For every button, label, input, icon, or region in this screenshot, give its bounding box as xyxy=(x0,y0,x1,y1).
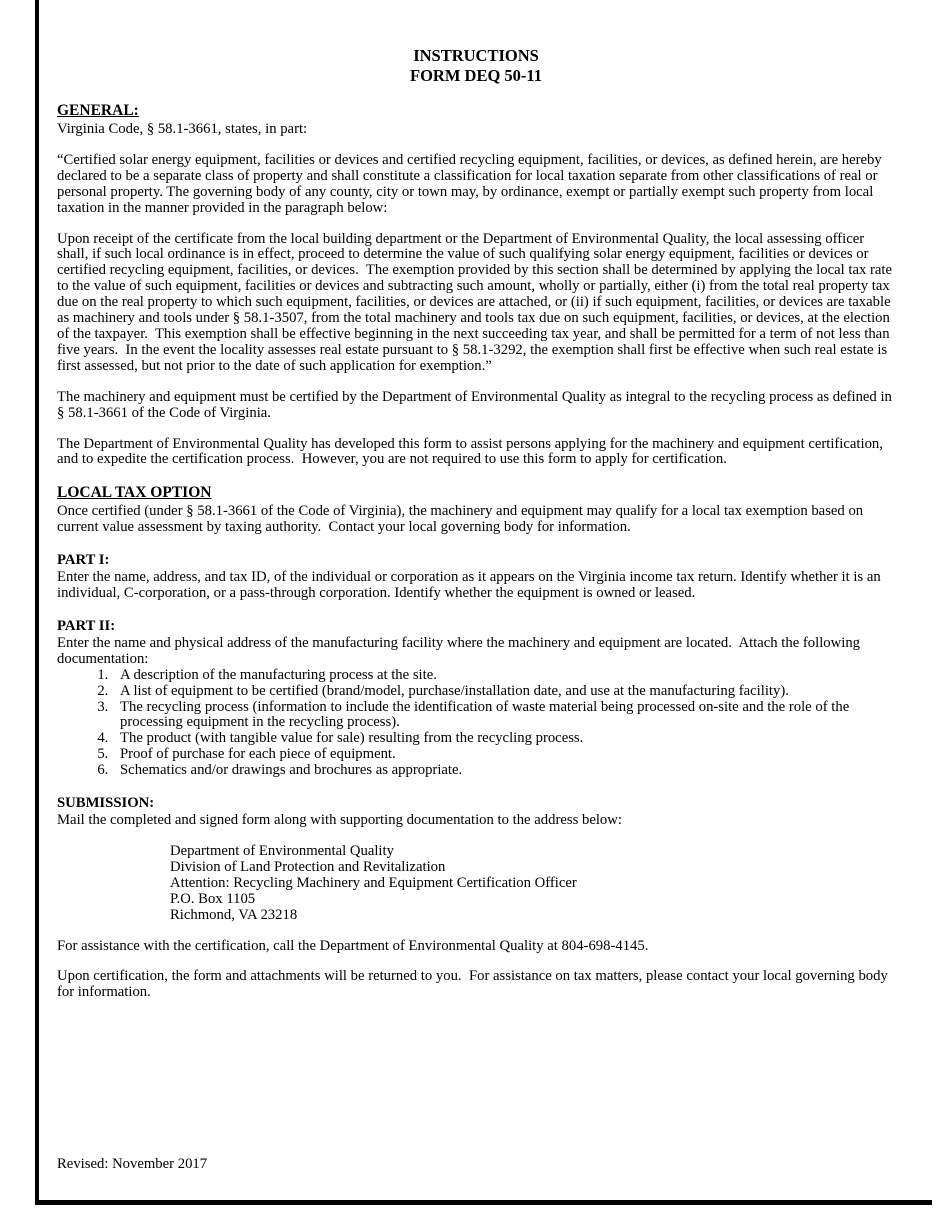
list-item: 5. Proof of purchase for each piece of equipment. xyxy=(112,747,895,763)
section-heading-submission: SUBMISSION: xyxy=(57,795,155,812)
section-heading-local-tax-option: LOCAL TAX OPTION xyxy=(57,484,212,502)
list-item: 1. A description of the manufacturing process at the site. xyxy=(112,668,895,684)
address-line: Department of Environmental Quality xyxy=(170,843,394,859)
address-line: Richmond, VA 23218 xyxy=(170,906,298,923)
doc-title-line1: INSTRUCTIONS xyxy=(413,46,539,65)
list-item: 3. The recycling process (information to include the identification of waste material being processed on-site and the role of the processing equipment in the recycling process). xyxy=(112,700,895,732)
section-heading-part-1: PART I: xyxy=(57,552,110,569)
list-item: 4. The product (with tangible value for sale) resulting from the recycling process. xyxy=(112,731,895,747)
part-2-documentation-list xyxy=(57,668,895,779)
document-content xyxy=(57,46,895,1016)
revision-footer: Revised: November 2017 xyxy=(57,1156,208,1172)
part-2-paragraph: Enter the name and physical address of the manufacturing facility where the machinery and equipment are located. Attach the following documentation: xyxy=(57,634,864,667)
general-quote-paragraph-1: “Certified solar energy equipment, facilities or devices and certified recycling equipment, facilities, or devices, as defined herein, are hereby declared to be a separate class of property and shall constitute a classification for local taxation separate from other classifications of real or personal property. The governing body of any county, city or town may, by ordinance, exempt or partially exempt such property from local taxation in the manner provided in the paragraph below: xyxy=(57,151,886,216)
general-paragraph-3: The machinery and equipment must be certified by the Department of Environmental Quality as integral to the recycling process as defined in § 58.1-3661 of the Code of Virginia. xyxy=(57,388,896,421)
part-1-paragraph: Enter the name, address, and tax ID, of the individual or corporation as it appears on the Virginia income tax return. Identify whether it is an individual, C-corporation, or a pass-through corporation. Identify whether the equipment is owned or leased. xyxy=(57,569,885,602)
general-intro-paragraph: Virginia Code, § 58.1-3661, states, in part: xyxy=(57,121,308,137)
submission-paragraph: Mail the completed and signed form along with supporting documentation to the address below: xyxy=(57,812,622,829)
doc-title-block xyxy=(57,46,895,86)
scan-border-bottom xyxy=(35,1200,932,1205)
list-item: 2. A list of equipment to be certified (brand/model, purchase/installation date, and use at the manufacturing facility). xyxy=(112,684,895,700)
address-line: Attention: Recycling Machinery and Equipment Certification Officer xyxy=(170,874,577,891)
local-tax-option-paragraph: Once certified (under § 58.1-3661 of the Code of Virginia), the machinery and equipment may qualify for a local tax exemption based on current value assessment by taxing authority. Contact your local governing body for information. xyxy=(57,503,867,536)
mailing-address-block xyxy=(170,844,895,924)
assistance-paragraph: For assistance with the certification, call the Department of Environmental Quality at 804-698-4145. xyxy=(57,937,649,954)
closing-paragraph: Upon certification, the form and attachments will be returned to you. For assistance on tax matters, please contact your local governing body for information. xyxy=(57,968,892,1001)
doc-title-line2: FORM DEQ 50-11 xyxy=(410,66,542,85)
list-item: 6. Schematics and/or drawings and brochures as appropriate. xyxy=(112,763,895,779)
general-quote-paragraph-2: Upon receipt of the certificate from the local building department or the Department of Environmental Quality, the local assessing officer shall, if such local ordinance is in effect, proceed to determine the value of such qualifying solar energy equipment, facilities or devices or certified recycling equipment, facilities, or devices. The exemption provided by this section shall be determined by applying the local tax rate to the value of such equipment, facilities or devices and subtracting such amount, wholly or partially, either (i) from the total real property tax due on the real property to which such equipment, facilities, or devices are attached, or (ii) if such equipment, facilities, or devices are taxable as machinery and tools under § 58.1-3507, from the total machinery and tools tax due on such equipment, facilities, or devices, at the election of the taxpayer. This exemption shall be effective beginning in the next succeeding tax year, and shall be permitted for a term of not less than five years. In the event the locality assesses real estate pursuant to § 58.1-3292, the exemption shall first be effective when such real estate is first assessed, but not prior to the date of such application for exemption.” xyxy=(57,230,896,374)
general-paragraph-4: The Department of Environmental Quality has developed this form to assist persons applying for the machinery and equipment certification, and to expedite the certification process. However, you are not required to use this form to apply for certification. xyxy=(57,435,887,468)
address-line: P.O. Box 1105 xyxy=(170,890,256,907)
section-heading-general: GENERAL: xyxy=(57,102,139,119)
address-line: Division of Land Protection and Revitalization xyxy=(170,858,446,875)
section-heading-part-2: PART II: xyxy=(57,617,116,634)
scan-border-left xyxy=(35,0,39,1204)
